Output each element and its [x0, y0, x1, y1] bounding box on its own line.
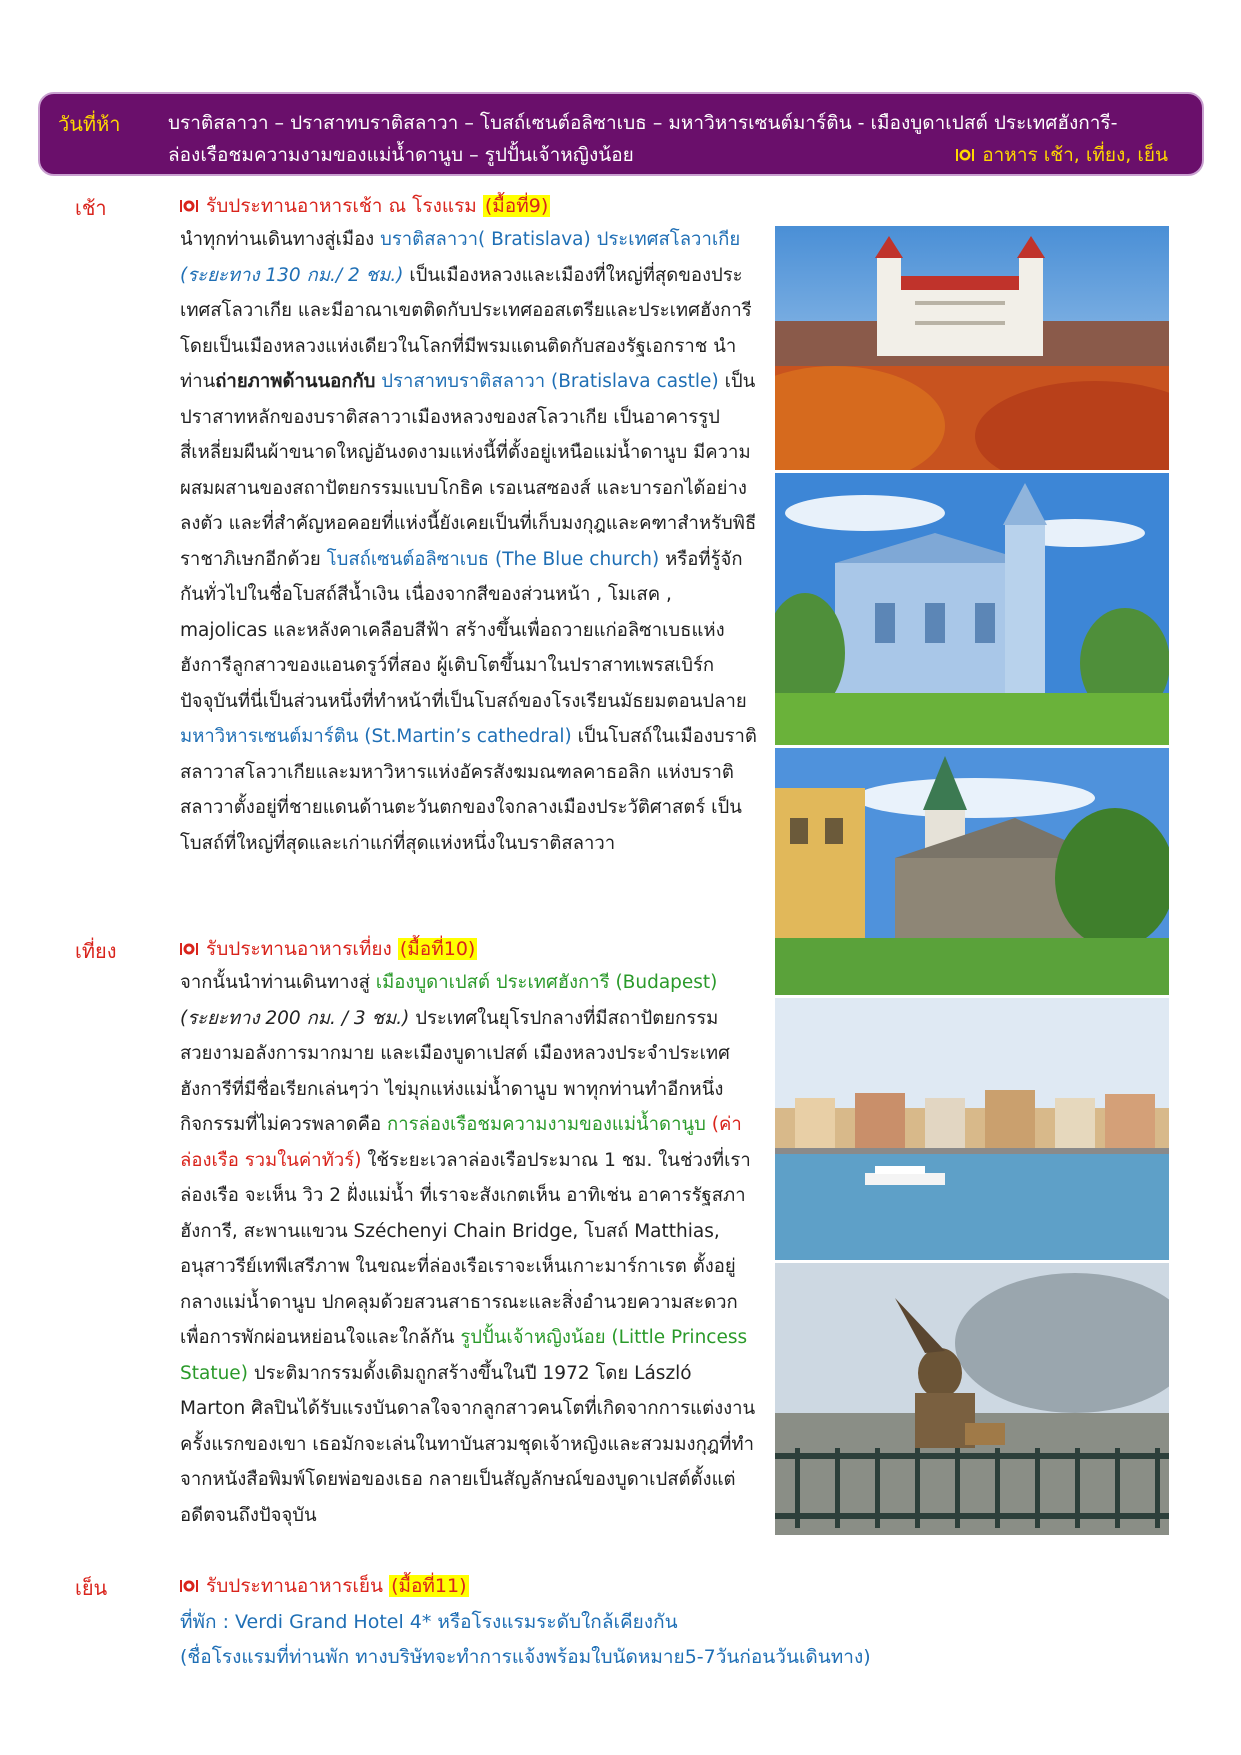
text: ประเทศในยุโรปกลางที่มีสถาปัตยกรรมสวยงามอลังการมากมาย และเมืองบูดาเปสต์ เมืองหลวงประจำประเทศฮังการีที่มีชื่อเรียกเล่นๆว่า ไข่มุกแห่งแม่น้ำดานูบ พาทุกท่านทำอีกหนึ่งกิจกรรมที่ไม่ควรพลาดคือ: [180, 1007, 730, 1135]
route-line-1: บราติสลาวา – ปราสาทบราติสลาวา – โบสถ์เซนต์อลิซาเบธ – มหาวิหารเซนต์มาร์ติน - เมืองบูดาเปสต์ ประเทศฮังการี-: [168, 112, 1118, 134]
hotel-note: (ชื่อโรงแรมที่ท่านพัก ทางบริษัทจะทำการแจ้งพร้อมใบนัดหมาย5-7วันก่อนวันเดินทาง): [180, 1646, 871, 1668]
bratislava-castle-link: ปราสาทบราติสลาวา (Bratislava castle): [381, 371, 719, 392]
plate-cutlery-icon: [180, 199, 198, 213]
hotel-line: ที่พัก : Verdi Grand Hotel 4* หรือโรงแรมระดับใกล้เคียงกัน: [180, 1611, 678, 1633]
text: หรือที่รู้จักกันทั่วไปในชื่อโบสถ์สีน้ำเงิน เนื่องจากสีของส่วนหน้า , โมเสค , majolicas และหลังคาเคลือบสีฟ้า สร้างขึ้นเพื่อถวายแก่อลิซาเบธแห่งฮังการีลูกสาวของแอนดรูว์ที่สอง ผู้เติบโตขึ้นมาในปราสาทเพรสเบิร์ก ปัจจุบันที่นี่เป็นส่วนหนึ่งที่ทำหน้าที่เป็นโบสถ์ของโรงเรียนมัธยมตอนปลาย: [180, 548, 747, 712]
distance-note: (ระยะทาง 130 กม./ 2 ชม.): [180, 264, 404, 286]
dinner-line: [180, 1571, 469, 1601]
morning-paragraph: [180, 222, 758, 861]
breakfast-text: รับประทานอาหารเช้า ณ โรงแรม: [206, 195, 477, 217]
lunch-line: [180, 934, 477, 964]
breakfast-line: [180, 191, 550, 221]
plate-cutlery-icon: [956, 148, 974, 162]
danube-river-photo: [775, 998, 1169, 1260]
dinner-text: รับประทานอาหารเย็น: [206, 1575, 384, 1597]
blue-church-link: โบสถ์เซนต์อลิซาเบธ (The Blue church): [326, 548, 660, 570]
little-princess-link: รูปปั้นเจ้าหญิงน้อย (Little Princess Statue): [180, 1327, 748, 1384]
text: เป็นปราสาทหลักของบราติสลาวาเมืองหลวงของสโลวาเกีย เป็นอาคารรูปสี่เหลี่ยมผืนผ้าขนาดใหญ่อันงดงามแห่งนี้ที่ตั้งอยู่เหนือแม่น้ำดานูบ มีความผสมผสานของสถาปัตยกรรมแบบโกธิค เรอเนสซองส์ และบารอกได้อย่างลงตัว และที่สำคัญหอคอยที่แห่งนี้ยังเคยเป็นที่เก็บมงกุฎและคฑาสำหรับพิธีราชาภิเษกอีกด้วย: [180, 371, 757, 570]
lunch-text: รับประทานอาหารเที่ยง: [206, 938, 392, 960]
plate-cutlery-icon: [180, 942, 198, 956]
text: เป็นโบสถ์ในเมืองบราติสลาวาสโลวาเกียและมหาวิหารแห่งอัครสังฆมณฑลคาธอลิก แห่งบราติสลาวาตั้งอยู่ที่ชายแดนด้านตะวันตกของใจกลางเมืองประวัติศาสตร์ เป็นโบสถ์ที่ใหญ่ที่สุดและเก่าแก่ที่สุดแห่งหนึ่งในบราติสลาวา: [180, 726, 757, 854]
bratislava-link: บราติสลาวา( Bratislava) ประเทศสโลวาเกีย: [380, 229, 741, 250]
text: เป็นเมืองหลวงและเมืองที่ใหญ่ที่สุดของประเทศสโลวาเกีย และมีอาณาเขตติดกับประเทศออสเตรียและประเทศฮังการี โดยเป็นเมืองหลวงแห่งเดียวในโลกที่มีพรมแดนติดกับสองรัฐเอกราช นำท่าน: [180, 264, 752, 392]
route-line-2: ล่องเรือชมความงามของแม่น้ำดานูบ – รูปปั้นเจ้าหญิงน้อย: [168, 144, 634, 166]
photo-outside-note: ถ่ายภาพด้านนอกกับ: [215, 371, 376, 392]
meals-text: อาหาร เช้า, เที่ยง, เย็น: [982, 144, 1168, 166]
budapest-link: เมืองบูดาเปสต์ ประเทศฮังการี (Budapest): [375, 972, 718, 993]
blue-church-photo: [775, 473, 1169, 745]
evening-label: เย็น: [75, 1576, 108, 1600]
text: จากนั้นนำท่านเดินทางสู่: [180, 972, 370, 993]
morning-label: เช้า: [75, 196, 107, 220]
noon-label: เที่ยง: [75, 939, 117, 963]
plate-cutlery-icon: [180, 1579, 198, 1593]
text: ประติมากรรมดั้งเดิมถูกสร้างขึ้นในปี 1972 โดย László Marton ศิลปินได้รับแรงบันดาลใจจากลูกสาวคนโตที่เกิดจากการแต่งงานครั้งแรกของเขา เธอมักจะเล่นในทาบันสวมชุดเจ้าหญิงและสวมมงกุฎที่ทำจากหนังสือพิมพ์โดยพ่อของเธอ กลายเป็นสัญลักษณ์ของบูดาเปสต์ตั้งแต่อดีตจนถึงปัจจุบัน: [180, 1362, 756, 1526]
little-princess-statue-photo: [775, 1263, 1169, 1535]
dinner-meal-number: (มื้อที่11): [391, 1575, 467, 1597]
st-martin-cathedral-link: มหาวิหารเซนต์มาร์ติน (St.Martin’s cathedral): [180, 726, 572, 747]
distance-note: (ระยะทาง 200 กม. / 3 ชม.): [180, 1007, 410, 1029]
lunch-meal-number: (มื้อที่10): [399, 938, 476, 960]
breakfast-meal-number: (มื้อที่9): [484, 195, 549, 217]
meals-summary: [956, 140, 1168, 170]
day-label: วันที่ห้า: [58, 112, 121, 136]
bratislava-castle-photo: [775, 226, 1169, 470]
danube-cruise-link: การล่องเรือชมความงามของแม่น้ำดานูบ: [387, 1114, 706, 1135]
noon-paragraph: [180, 965, 758, 1533]
day-header: [38, 92, 1204, 176]
st-martin-cathedral-photo: [775, 748, 1169, 995]
cruise-included-note: (ค่าล่องเรือ รวมในค่าทัวร์): [180, 1114, 742, 1171]
text: ใช้ระยะเวลาล่องเรือประมาณ 1 ชม. ในช่วงที่เราล่องเรือ จะเห็น วิว 2 ฝั่งแม่น้ำ ที่เราจะสังเกตเห็น อาทิเช่น อาคารรัฐสภาฮังการี, สะพานแขวน Széchenyi Chain Bridge, โบสถ์ Matthias, อนุสาวรีย์เทพีเสรีภาพ ในขณะที่ล่องเรือเราจะเห็นเกาะมาร์กาเรต ตั้งอยู่กลางแม่น้ำดานูบ ปกคลุมด้วยสวนสาธารณะและสิ่งอำนวยความสะดวกเพื่อการพักผ่อนหย่อนใจและใกล้กัน: [180, 1149, 751, 1348]
text: นำทุกท่านเดินทางสู่เมือง: [180, 229, 375, 250]
